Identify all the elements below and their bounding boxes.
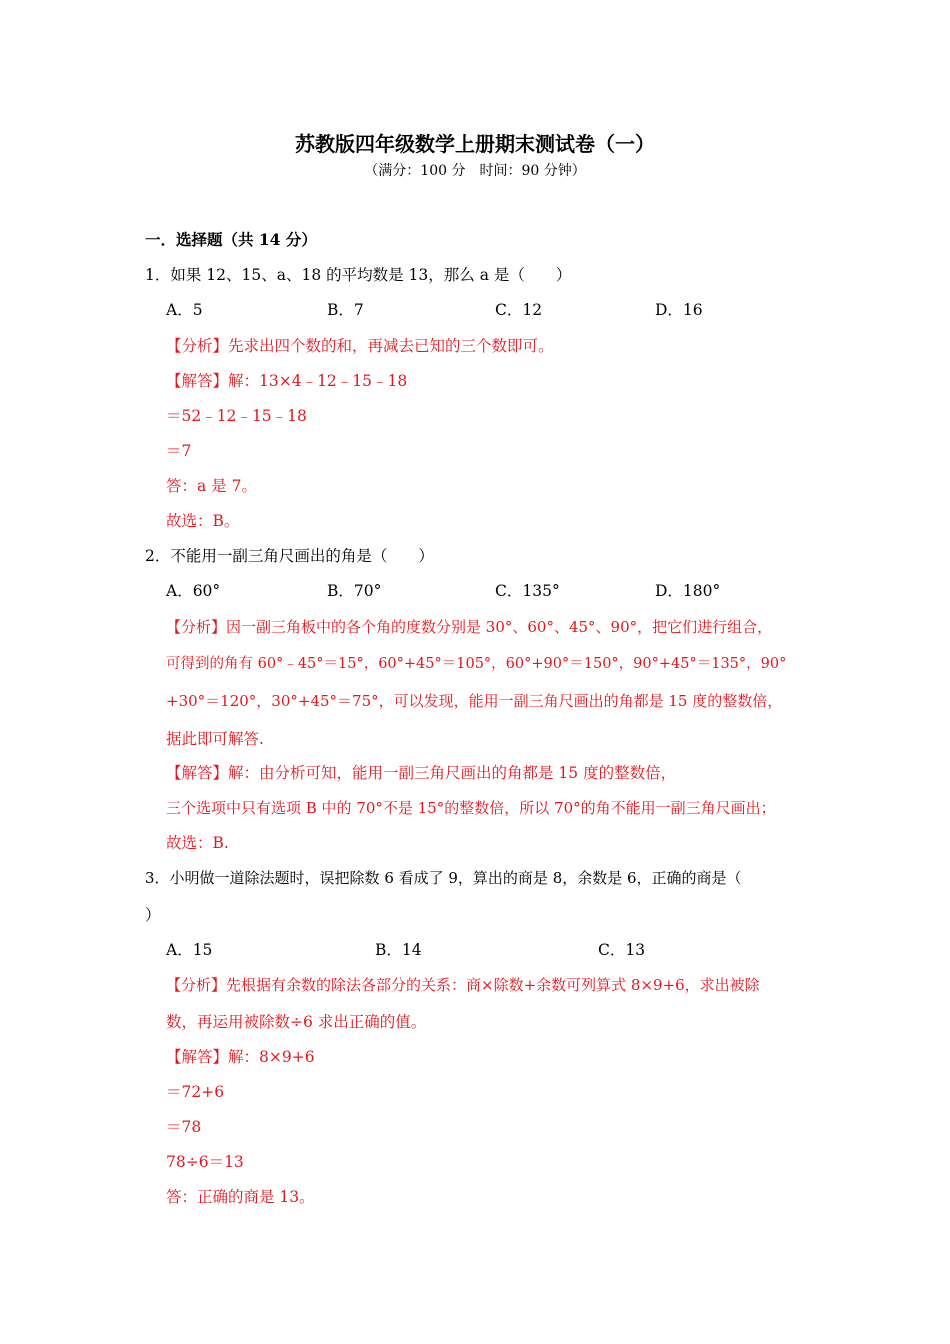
q2-analysis-line: 可得到的角有 60°﹣45°＝15°，60°+45°＝105°，60°+90°＝150°，90°+45°＝135°，90° [166, 656, 787, 672]
section-heading: 一．选择题（共 14 分） [145, 230, 317, 249]
q2-option-b: B．70° [327, 582, 382, 600]
q3-solution-line: 78÷6＝13 [166, 1153, 244, 1171]
q2-analysis-line: 据此即可解答. [166, 730, 264, 748]
q3-analysis-line: 【分析】先根据有余数的除法各部分的关系：商×除数+余数可列算式 8×9+6，求出被除 [166, 976, 760, 994]
q1-solution-line: 答：a 是 7。 [166, 477, 257, 495]
q2-analysis-line: +30°＝120°，30°+45°＝75°，可以发现，能用一副三角尺画出的角都是 15 度的整数倍， [166, 692, 783, 710]
q3-solution-line: ＝78 [166, 1118, 202, 1136]
question-3-stem: 3．小明做一道除法题时，误把除数 6 看成了 9，算出的商是 8，余数是 6，正确的商是（ [145, 869, 742, 887]
q2-solution-line: 【解答】解：由分析可知，能用一副三角尺画出的角都是 15 度的整数倍， [166, 764, 677, 782]
q1-option-a: A．5 [166, 301, 203, 319]
q2-solution-line: 故选：B. [166, 834, 229, 852]
question-3-stem-cont: ） [145, 906, 161, 924]
q2-option-a: A．60° [166, 582, 221, 600]
q2-analysis-line: 【分析】因一副三角板中的各个角的度数分别是 30°、60°、45°、90°，把它们进行组合， [166, 618, 773, 636]
q3-option-a: A．15 [166, 941, 213, 959]
q1-option-b: B．7 [327, 301, 364, 319]
q3-solution-line: 答：正确的商是 13。 [166, 1188, 315, 1206]
question-1-stem: 1．如果 12、15、a、18 的平均数是 13，那么 a 是（ ） [145, 266, 572, 284]
question-2-stem: 2．不能用一副三角尺画出的角是（ ） [145, 547, 434, 565]
q1-solution-line: ＝7 [166, 442, 192, 460]
q3-analysis-line: 数，再运用被除数÷6 求出正确的值。 [166, 1013, 427, 1031]
q1-option-c: C．12 [495, 301, 543, 319]
q1-solution-line: 故选：B。 [166, 512, 240, 530]
q3-option-c: C．13 [598, 941, 646, 959]
q2-option-d: D．180° [655, 582, 721, 600]
q3-option-b: B．14 [375, 941, 422, 959]
q1-solution-line: ＝52﹣12﹣15﹣18 [166, 407, 307, 425]
q2-solution-line: 三个选项中只有选项 B 中的 70°不是 15°的整数倍，所以 70°的角不能用一副三角尺画出； [166, 799, 776, 817]
page-title: 苏教版四年级数学上册期末测试卷（一） [295, 132, 655, 156]
page-subtitle: （满分：100 分 时间：90 分钟） [364, 163, 586, 179]
q1-option-d: D．16 [655, 301, 703, 319]
q1-analysis: 【分析】先求出四个数的和，再减去已知的三个数即可。 [166, 337, 554, 355]
q3-solution-line: 【解答】解：8×9+6 [166, 1048, 315, 1066]
q1-solution-line: 【解答】解：13×4﹣12﹣15﹣18 [166, 372, 408, 390]
q2-option-c: C．135° [495, 582, 560, 600]
q3-solution-line: ＝72+6 [166, 1083, 225, 1101]
